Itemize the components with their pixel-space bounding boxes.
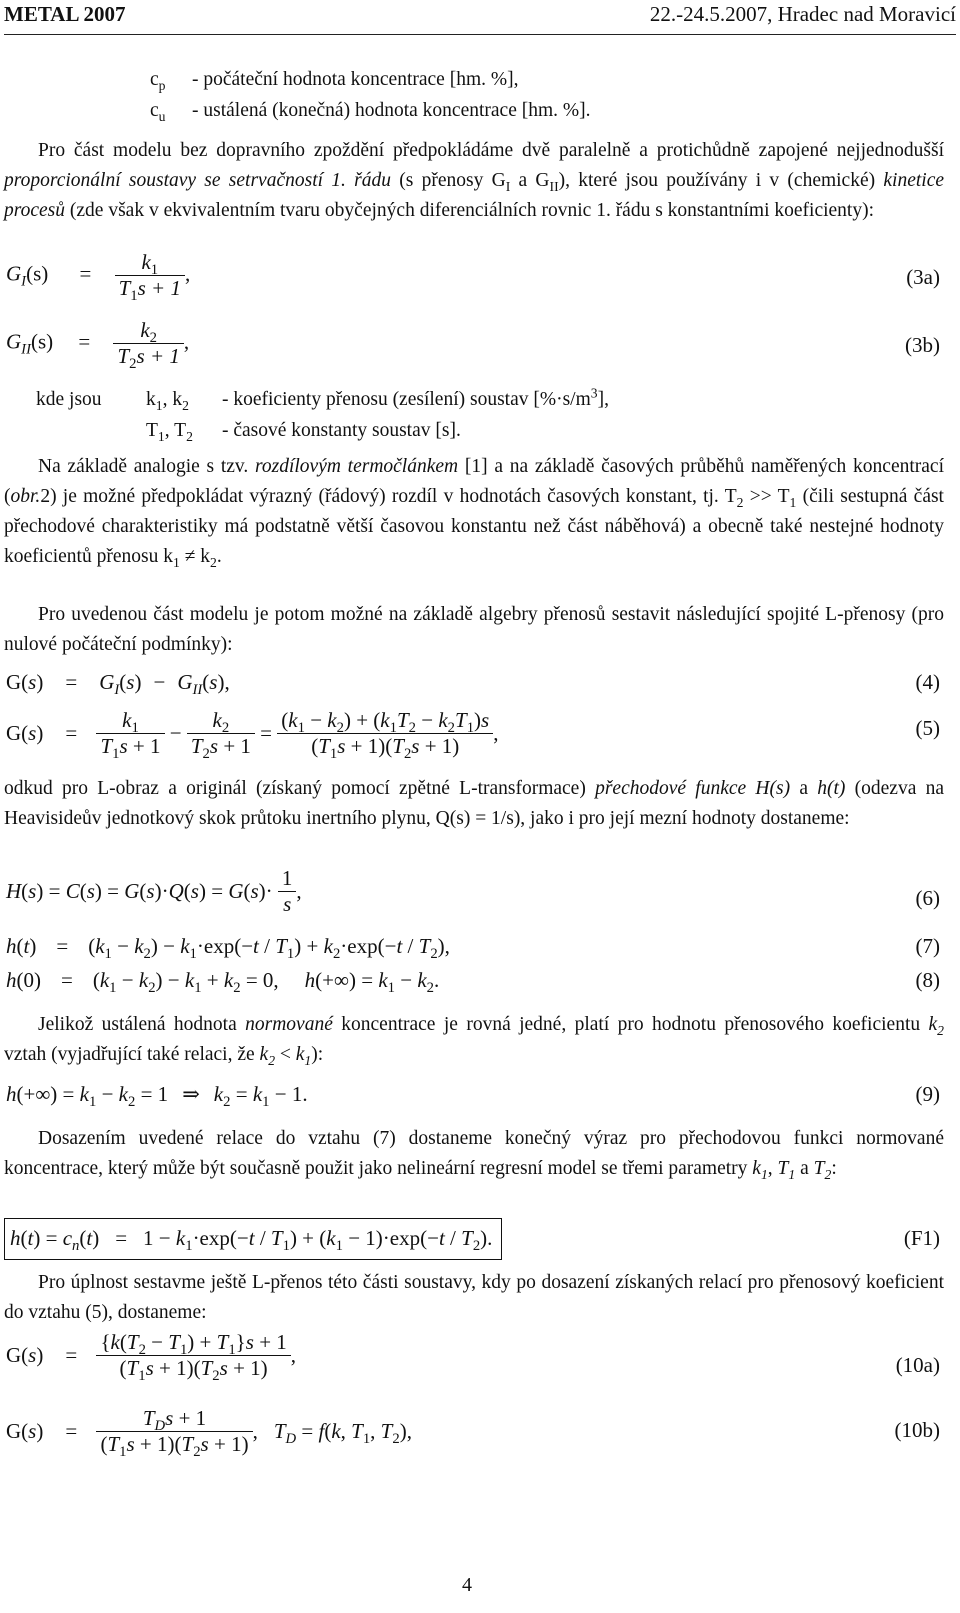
- page-number: 4: [462, 1574, 472, 1596]
- def-cu-text: - ustálená (konečná) hodnota koncentrace [hm. %].: [192, 100, 591, 121]
- header-date-place: 22.-24.5.2007, Hradec nad Moravicí: [649, 2, 956, 26]
- def-cp-symbol: $c_p$: [150, 69, 166, 93]
- def-k-symbols: $k_1$, $k_2$: [146, 389, 189, 413]
- equation-f1-number: (F1): [903, 1226, 940, 1250]
- paragraph-transient-function: odkud pro L-obraz a originál (získaný pomocí zpětné L-transformace) přechodové funkce H(s) a h(t) (odezva na Heavisideův jednotkový skok průtoku inertního plynu, Q(s) = 1/s), jako i pro její mezní hodnoty dostaneme:: [4, 778, 945, 829]
- def-k-text: - koeficienty přenosu (zesílení) soustav $[\%\cdot s/m^3]$,: [222, 385, 609, 410]
- equation-7: $h(t) = (k_1 - k_2) - k_1\cdot\exp(-t / T_1) + k_2\cdot\exp(-t / T_2)$,: [6, 934, 450, 963]
- paragraph-l-transfer: Pro uvedenou část modelu je potom možné na základě algebry přenosů sestavit následující spojité L-přenosy (pro nulové počáteční podmínky):: [4, 604, 944, 655]
- equation-4: $G(s) = G_I(s) - G_{II}(s)$,: [6, 670, 230, 699]
- equation-3a: $G_I(s)$ = $\frac{k_1}{T_1s + 1}$ ,: [6, 250, 191, 305]
- equation-6: H(s) = C(s) = G(s)·Q(s) = G(s)· $\frac{1}{s}$ ,: [6, 866, 302, 916]
- paragraph-completeness: Pro úplnost sestavme ještě L-přenos této části soustavy, kdy po dosazení získaných relací pro přenosový koeficient do vztahu (5), dostaneme:: [4, 1272, 944, 1323]
- equation-9-number: (9): [915, 1082, 940, 1106]
- equation-3b: $G_{II}(s)$ = $\frac{k_2}{T_2s + 1}$ ,: [6, 318, 190, 373]
- equation-3a-number: (3a): [906, 265, 940, 289]
- paragraph-normalized: Jelikož ustálená hodnota normované koncentrace je rovná jedné, platí pro hodnotu přenosového koeficientu $k_2$ vztah (vyjadřující také relaci, že $k_2 < k_1$):: [4, 1014, 944, 1068]
- header-conference: METAL 2007: [4, 2, 126, 26]
- equation-7-number: (7): [915, 934, 940, 958]
- def-cu-symbol: $c_u$: [150, 100, 166, 124]
- equation-8: $h(0) = (k_1 - k_2) - k_1 + k_2 = 0$, $h(+\infty) = k_1 - k_2$.: [6, 968, 440, 997]
- equation-8-number: (8): [915, 968, 940, 992]
- equation-10a: G(s) = $\frac{\{k(T_2 - T_1) + T_1\}s + 1}{(T_1s + 1)(T_2s + 1)}$ ,: [6, 1330, 297, 1385]
- paragraph-analogy: Na základě analogie s tzv. rozdílovým termočlánkem [1] a na základě časových průběhů naměřených koncentrací (obr.2) je možné předpokládat výrazný (řádový) rozdíl v hodnotách časových konstant, tj. $T_2 >> T_1$ (čili sestupná část přechodové charakteristiky má podstatně větší časovou konstantu než část náběhová) a obecně také nestejné hodnoty koeficientů přenosu $k_1 \ne k_2$.: [4, 456, 944, 570]
- def-t-text: - časové konstanty soustav [s].: [222, 420, 461, 441]
- equation-5: G(s) = $\frac{k_1}{T_1s + 1}$ − $\frac{k_2}{T_2s + 1}$ = $\frac{(k_1 - k_2) + (k_1T_2 - k_2T_1)s}{(T_1s + 1)(T_2s + 1)}$ ,: [6, 708, 499, 763]
- equation-3b-number: (3b): [905, 333, 940, 357]
- equation-10b-number: (10b): [894, 1418, 940, 1442]
- equation-6-number: (6): [915, 886, 940, 910]
- running-header: [4, 0, 956, 35]
- equation-9: $h(+\infty) = k_1 - k_2 = 1$ ⇒ $k_2 = k_1 - 1$.: [6, 1082, 308, 1111]
- def-t-symbols: $T_1$, $T_2$: [146, 420, 193, 444]
- equation-10a-number: (10a): [895, 1353, 940, 1377]
- paragraph-regression-model: Dosazením uvedené relace do vztahu (7) dostaneme konečný výraz pro přechodovou funkci normované koncentrace, který může být současně použit jako nelineární regresní model se třemi parametry $k_1$, $T_1$ a $T_2$:: [4, 1128, 944, 1182]
- kde-jsou-label: kde jsou: [36, 389, 102, 410]
- def-cp-text: - počáteční hodnota koncentrace [hm. %],: [192, 69, 519, 90]
- equation-4-number: (4): [915, 670, 940, 694]
- equation-f1: $h(t) = c_n(t) = 1 - k_1\cdot\exp(-t / T_1) + (k_1 - 1)\cdot\exp(-t / T_2)$.: [10, 1226, 493, 1255]
- equation-10b: G(s) = $\frac{T_Ds + 1}{(T_1s + 1)(T_2s + 1)}$ , $T_D = f(k$, $T_1$, $T_2$),: [6, 1406, 412, 1461]
- paragraph-model-intro: Pro část modelu bez dopravního zpoždění předpokládáme dvě paralelně a protichůdně zapojené nejjednodušší proporcionální soustavy se setrvačností 1. řádu (s přenosy $G_I$ a $G_{II}$), které jsou používány i v (chemické) kinetice procesů (zde však v ekvivalentním tvaru obyčejných diferenciálních rovnic 1. řádu s konstantními koeficienty):: [4, 140, 944, 221]
- equation-5-number: (5): [915, 716, 940, 740]
